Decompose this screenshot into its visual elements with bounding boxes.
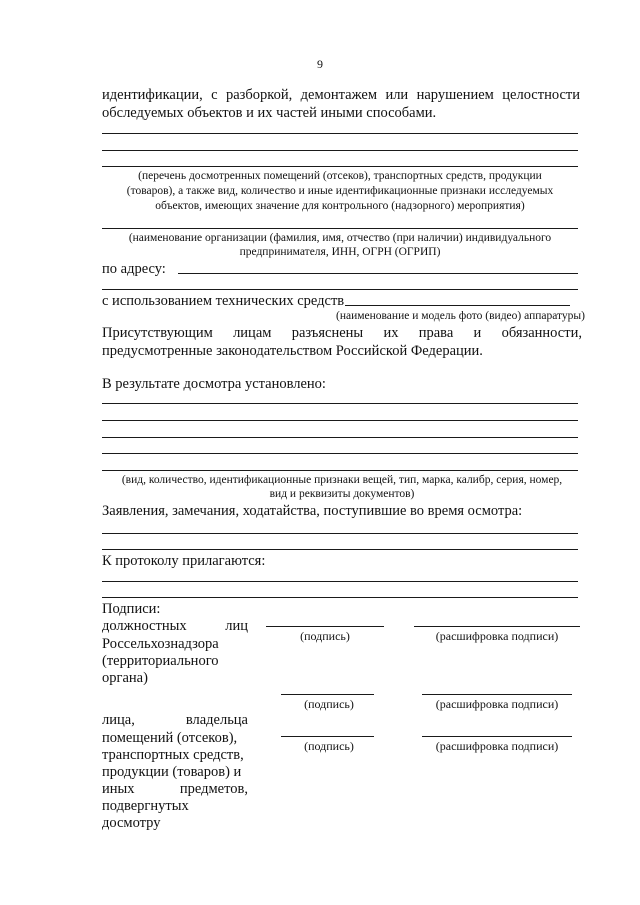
word: лиц xyxy=(225,618,248,634)
caption-org-2: предпринимателя, ИНН, ОГРН (ОГРИП) xyxy=(239,246,441,258)
officials-line-1 xyxy=(102,617,248,635)
owner-line-3: транспортных средств, xyxy=(102,747,244,763)
officials-line-3: (территориального xyxy=(102,653,219,669)
owner-line-7: досмотру xyxy=(102,815,161,831)
official-decoding-line-2[interactable] xyxy=(422,694,572,695)
word: лицам xyxy=(233,325,272,341)
owner-line-4: продукции (товаров) и xyxy=(102,764,242,780)
caption-premises-3: объектов, имеющих значение для контрольного (надзорного) мероприятия) xyxy=(155,200,525,212)
caption-items-2: вид и реквизиты документов) xyxy=(269,488,415,500)
tech-label: с использованием технических средств xyxy=(102,293,345,309)
official-signature-line[interactable] xyxy=(266,626,384,627)
result-line[interactable] xyxy=(102,453,578,454)
intro-line-2: обследуемых объектов и их частей иными способами. xyxy=(102,105,437,121)
owner-line-2: помещений (отсеков), xyxy=(102,730,238,746)
word: нарушением xyxy=(416,87,494,103)
organization-line[interactable] xyxy=(102,228,578,229)
word: права xyxy=(418,325,454,341)
statements-line[interactable] xyxy=(102,549,578,550)
caption-org-1: (наименование организации (фамилия, имя, отчество (при наличии) индивидуального xyxy=(128,232,552,244)
signature-caption: (подпись) xyxy=(300,629,350,643)
word: разборкой, xyxy=(226,87,293,103)
page-number: 9 xyxy=(317,57,323,71)
result-line[interactable] xyxy=(102,470,578,471)
word: предметов, xyxy=(179,781,248,797)
tech-line[interactable] xyxy=(345,305,570,306)
result-label: В результате досмотра установлено: xyxy=(102,376,326,392)
decoding-caption: (расшифровка подписи) xyxy=(435,629,559,643)
owner-decoding-line[interactable] xyxy=(422,736,572,737)
address-line-2[interactable] xyxy=(102,289,578,290)
officials-line-2: Россельхознадзора xyxy=(102,636,219,652)
blank-line[interactable] xyxy=(102,166,578,167)
result-line[interactable] xyxy=(102,420,578,421)
blank-line[interactable] xyxy=(102,150,578,151)
owner-line-1 xyxy=(102,711,248,729)
signature-caption: (подпись) xyxy=(304,697,354,711)
word: иных xyxy=(102,781,135,797)
word: идентификации, xyxy=(102,87,203,103)
address-label: по адресу: xyxy=(102,261,166,277)
word: или xyxy=(385,87,409,103)
signatures-heading: Подписи: xyxy=(102,601,161,617)
word: с xyxy=(211,87,218,103)
caption-premises-1: (перечень досмотренных помещений (отсеков), транспортных средств, продукции xyxy=(138,170,542,182)
statements-label: Заявления, замечания, ходатайства, поступившие во время осмотра: xyxy=(102,503,523,519)
word: Присутствующим xyxy=(102,325,213,341)
owner-line-6: подвергнутых xyxy=(102,798,189,814)
owner-line-5 xyxy=(102,780,248,798)
decoding-caption: (расшифровка подписи) xyxy=(435,739,559,753)
decoding-caption: (расшифровка подписи) xyxy=(435,697,559,711)
word: их xyxy=(383,325,399,341)
signature-caption: (подпись) xyxy=(304,739,354,753)
officials-line-4: органа) xyxy=(102,670,148,686)
intro-line-1 xyxy=(102,86,580,104)
address-line[interactable] xyxy=(178,273,578,274)
rights-line-2: предусмотренные законодательством Российской Федерации. xyxy=(102,343,483,359)
word: должностных xyxy=(102,618,187,634)
attachments-line[interactable] xyxy=(102,597,578,598)
attachments-line[interactable] xyxy=(102,581,578,582)
blank-line[interactable] xyxy=(102,133,578,134)
word: целостности xyxy=(502,87,580,103)
result-line[interactable] xyxy=(102,403,578,404)
word: лица, xyxy=(102,712,135,728)
rights-line-1 xyxy=(102,324,582,342)
word: разъяснены xyxy=(291,325,364,341)
tech-caption: (наименование и модель фото (видео) аппаратуры) xyxy=(336,310,585,322)
word: и xyxy=(473,325,482,341)
owner-signature-line[interactable] xyxy=(281,736,374,737)
attachments-label: К протоколу прилагаются: xyxy=(102,553,266,569)
official-decoding-line[interactable] xyxy=(414,626,580,627)
word: обязанности, xyxy=(501,325,582,341)
official-signature-line-2[interactable] xyxy=(281,694,374,695)
caption-items-1: (вид, количество, идентификационные признаки вещей, тип, марка, калибр, серия, номер, xyxy=(121,474,563,486)
result-line[interactable] xyxy=(102,437,578,438)
word: владельца xyxy=(185,712,248,728)
caption-premises-2: (товаров), а также вид, количество и иные идентификационные признаки исследуемых xyxy=(126,185,554,197)
statements-line[interactable] xyxy=(102,533,578,534)
word: демонтажем xyxy=(300,87,378,103)
